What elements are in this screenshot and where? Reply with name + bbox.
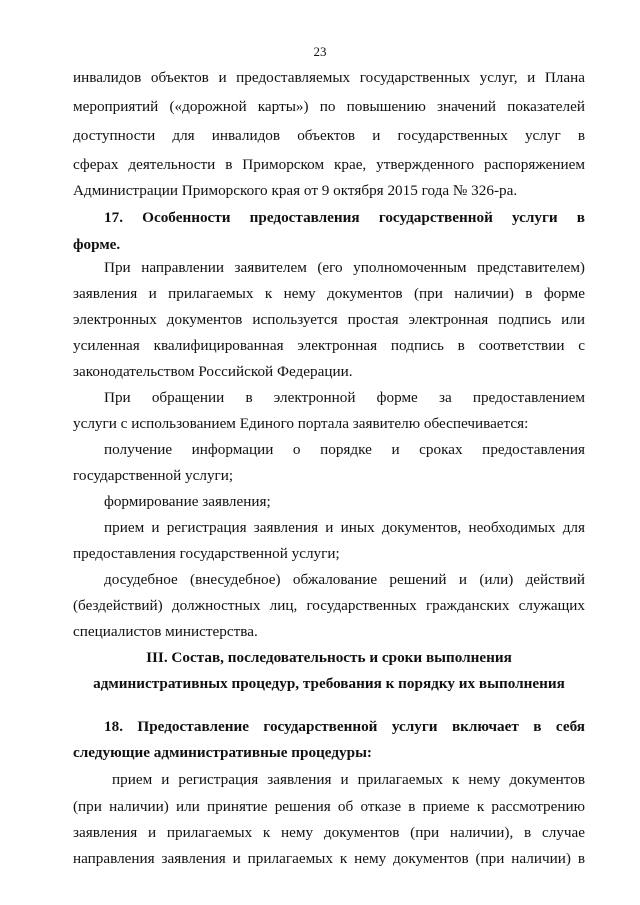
s17-item2-line-1: формирование заявления; bbox=[104, 493, 271, 510]
s17-para1-line-2: заявления и прилагаемых к нему документов (при наличии) в форме bbox=[73, 285, 585, 302]
s17-para1-line-5: законодательством Российской Федерации. bbox=[73, 363, 353, 380]
chapter-3-heading-line-1: III. Состав, последовательность и сроки выполнения bbox=[146, 649, 512, 666]
s17-item3-line-1: прием и регистрация заявления и иных документов, необходимых для bbox=[104, 519, 585, 536]
s17-para1-line-4: усиленная квалифицированная электронная подпись в соответствии с bbox=[73, 337, 585, 354]
section-18-heading-line-2: следующие административные процедуры: bbox=[73, 744, 372, 761]
s17-item4-line-2: (бездействий) должностных лиц, государственных гражданских служащих bbox=[73, 597, 585, 614]
s17-para1-line-3: электронных документов используется простая электронная подпись или bbox=[73, 311, 585, 328]
s17-item4-line-3: специалистов министерства. bbox=[73, 623, 258, 640]
intro-line-2: мероприятий («дорожной карты») по повышению значений показателей bbox=[73, 98, 585, 115]
intro-line-5: Администрации Приморского края от 9 октября 2015 года № 326-ра. bbox=[73, 182, 518, 199]
s17-item3-line-2: предоставления государственной услуги; bbox=[73, 545, 340, 562]
page-number: 23 bbox=[313, 44, 327, 59]
section-18-heading-line-1: 18. Предоставление государственной услуги включает в себя bbox=[104, 718, 585, 735]
s17-item4-line-1: досудебное (внесудебное) обжалование решений и (или) действий bbox=[104, 571, 585, 588]
intro-line-1: инвалидов объектов и предоставляемых государственных услуг, и Плана bbox=[73, 69, 585, 86]
s17-para1-line-1: При направлении заявителем (его уполномоченным представителем) bbox=[104, 259, 585, 276]
s17-para2-line-1: При обращении в электронной форме за предоставлением bbox=[104, 389, 585, 406]
s17-para2-line-2: услуги с использованием Единого портала заявителю обеспечивается: bbox=[73, 415, 529, 432]
s18-para-line-4: направления заявления и прилагаемых к нему документов (при наличии) в bbox=[73, 850, 585, 867]
section-17-heading-line-2: форме. bbox=[73, 236, 121, 253]
s18-para-line-2: (при наличии) или принятие решения об отказе в приеме к рассмотрению bbox=[73, 798, 585, 815]
s18-para-line-3: заявления и прилагаемых к нему документов (при наличии), в случае bbox=[73, 824, 585, 841]
s17-item1-line-2: государственной услуги; bbox=[73, 467, 234, 484]
s18-para-line-1: прием и регистрация заявления и прилагаемых к нему документов bbox=[112, 771, 585, 788]
chapter-3-heading-line-2: административных процедур, требования к порядку их выполнения bbox=[93, 675, 565, 692]
intro-line-4: сферах деятельности в Приморском крае, утвержденного распоряжением bbox=[73, 156, 585, 173]
s17-item1-line-1: получение информации о порядке и сроках предоставления bbox=[104, 441, 585, 458]
intro-line-3: доступности для инвалидов объектов и государственных услуг в bbox=[73, 127, 585, 144]
section-17-heading-line-1: 17. Особенности предоставления государственной услуги в bbox=[104, 209, 585, 226]
